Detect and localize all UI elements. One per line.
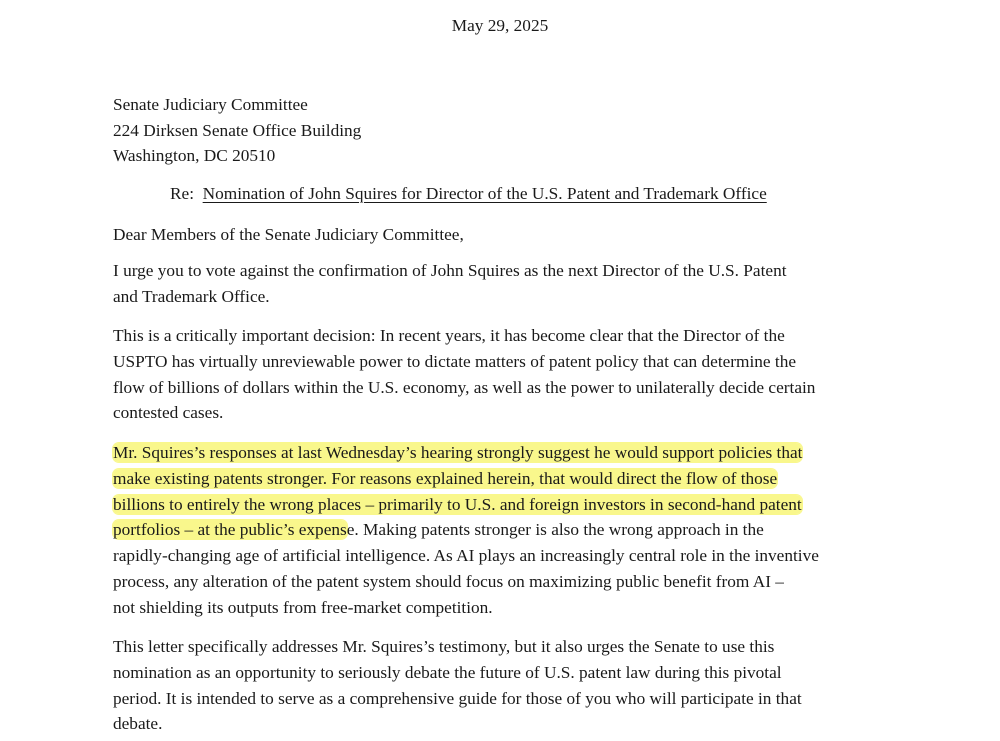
- paragraph-4-line: This letter specifically addresses Mr. Squires’s testimony, but it also urges the Senate to use this: [113, 637, 775, 656]
- address-line-2: 224 Dirksen Senate Office Building: [113, 120, 362, 140]
- highlighted-text: billions to entirely the wrong places – primarily to U.S. and foreign investors in second-hand patent: [113, 494, 802, 514]
- re-line: [170, 182, 767, 206]
- paragraph-3-line: process, any alteration of the patent system should focus on maximizing public benefit from AI –: [113, 571, 784, 591]
- paragraph-2: [113, 323, 893, 426]
- address-line-3: Washington, DC 20510: [113, 146, 276, 165]
- paragraph-3-line: [113, 492, 893, 518]
- highlighted-text: make existing patents stronger. For reasons explained herein, that would direct the flow of those: [113, 468, 778, 488]
- re-label: Re:: [170, 184, 194, 203]
- paragraph-3-line: rapidly-changing age of artificial intelligence. As AI plays an increasingly central role in the inventive: [113, 546, 819, 566]
- paragraph-1-line: I urge you to vote against the confirmation of John Squires as the next Director of the U.S. Patent: [113, 261, 787, 280]
- paragraph-4-line: debate.: [113, 714, 163, 734]
- highlighted-text: Mr. Squires’s responses at last Wednesday’s hearing strongly suggest he would support policies that: [113, 443, 803, 462]
- re-subject: Nomination of John Squires for Director of the U.S. Patent and Trademark Office: [202, 184, 767, 203]
- paragraph-4: [113, 634, 893, 737]
- paragraph-3-line: [113, 517, 893, 543]
- paragraph-3-line: not shielding its outputs from free-market competition.: [113, 597, 493, 617]
- paragraph-1-line: and Trademark Office.: [113, 286, 270, 306]
- paragraph-1: [113, 258, 893, 310]
- paragraph-3-line: [113, 466, 893, 492]
- paragraph-2-line: contested cases.: [113, 403, 224, 423]
- highlighted-text: portfolios – at the public’s expens: [113, 520, 347, 540]
- letter-date: May 29, 2025: [451, 16, 549, 35]
- paragraph-2-line: flow of billions of dollars within the U.S. economy, as well as the power to unilaterally decide certain: [113, 377, 816, 397]
- paragraph-2-line: This is a critically important decision: In recent years, it has become clear that the Director of the: [113, 326, 785, 345]
- salutation-text: Dear Members of the Senate Judiciary Committee,: [113, 225, 464, 244]
- paragraph-4-line: nomination as an opportunity to seriously debate the future of U.S. patent law during this pivotal: [113, 662, 782, 682]
- plain-text: e. Making patents stronger is also the wrong approach in the: [346, 520, 764, 540]
- recipient-address: [113, 92, 361, 169]
- paragraph-4-line: period. It is intended to serve as a comprehensive guide for those of you who will participate in that: [113, 688, 802, 708]
- paragraph-3: [113, 440, 893, 621]
- address-line-1: Senate Judiciary Committee: [113, 95, 308, 114]
- salutation: [113, 222, 893, 248]
- paragraph-3-line: [113, 440, 893, 466]
- paragraph-2-line: USPTO has virtually unreviewable power to dictate matters of patent policy that can determine the: [113, 351, 797, 371]
